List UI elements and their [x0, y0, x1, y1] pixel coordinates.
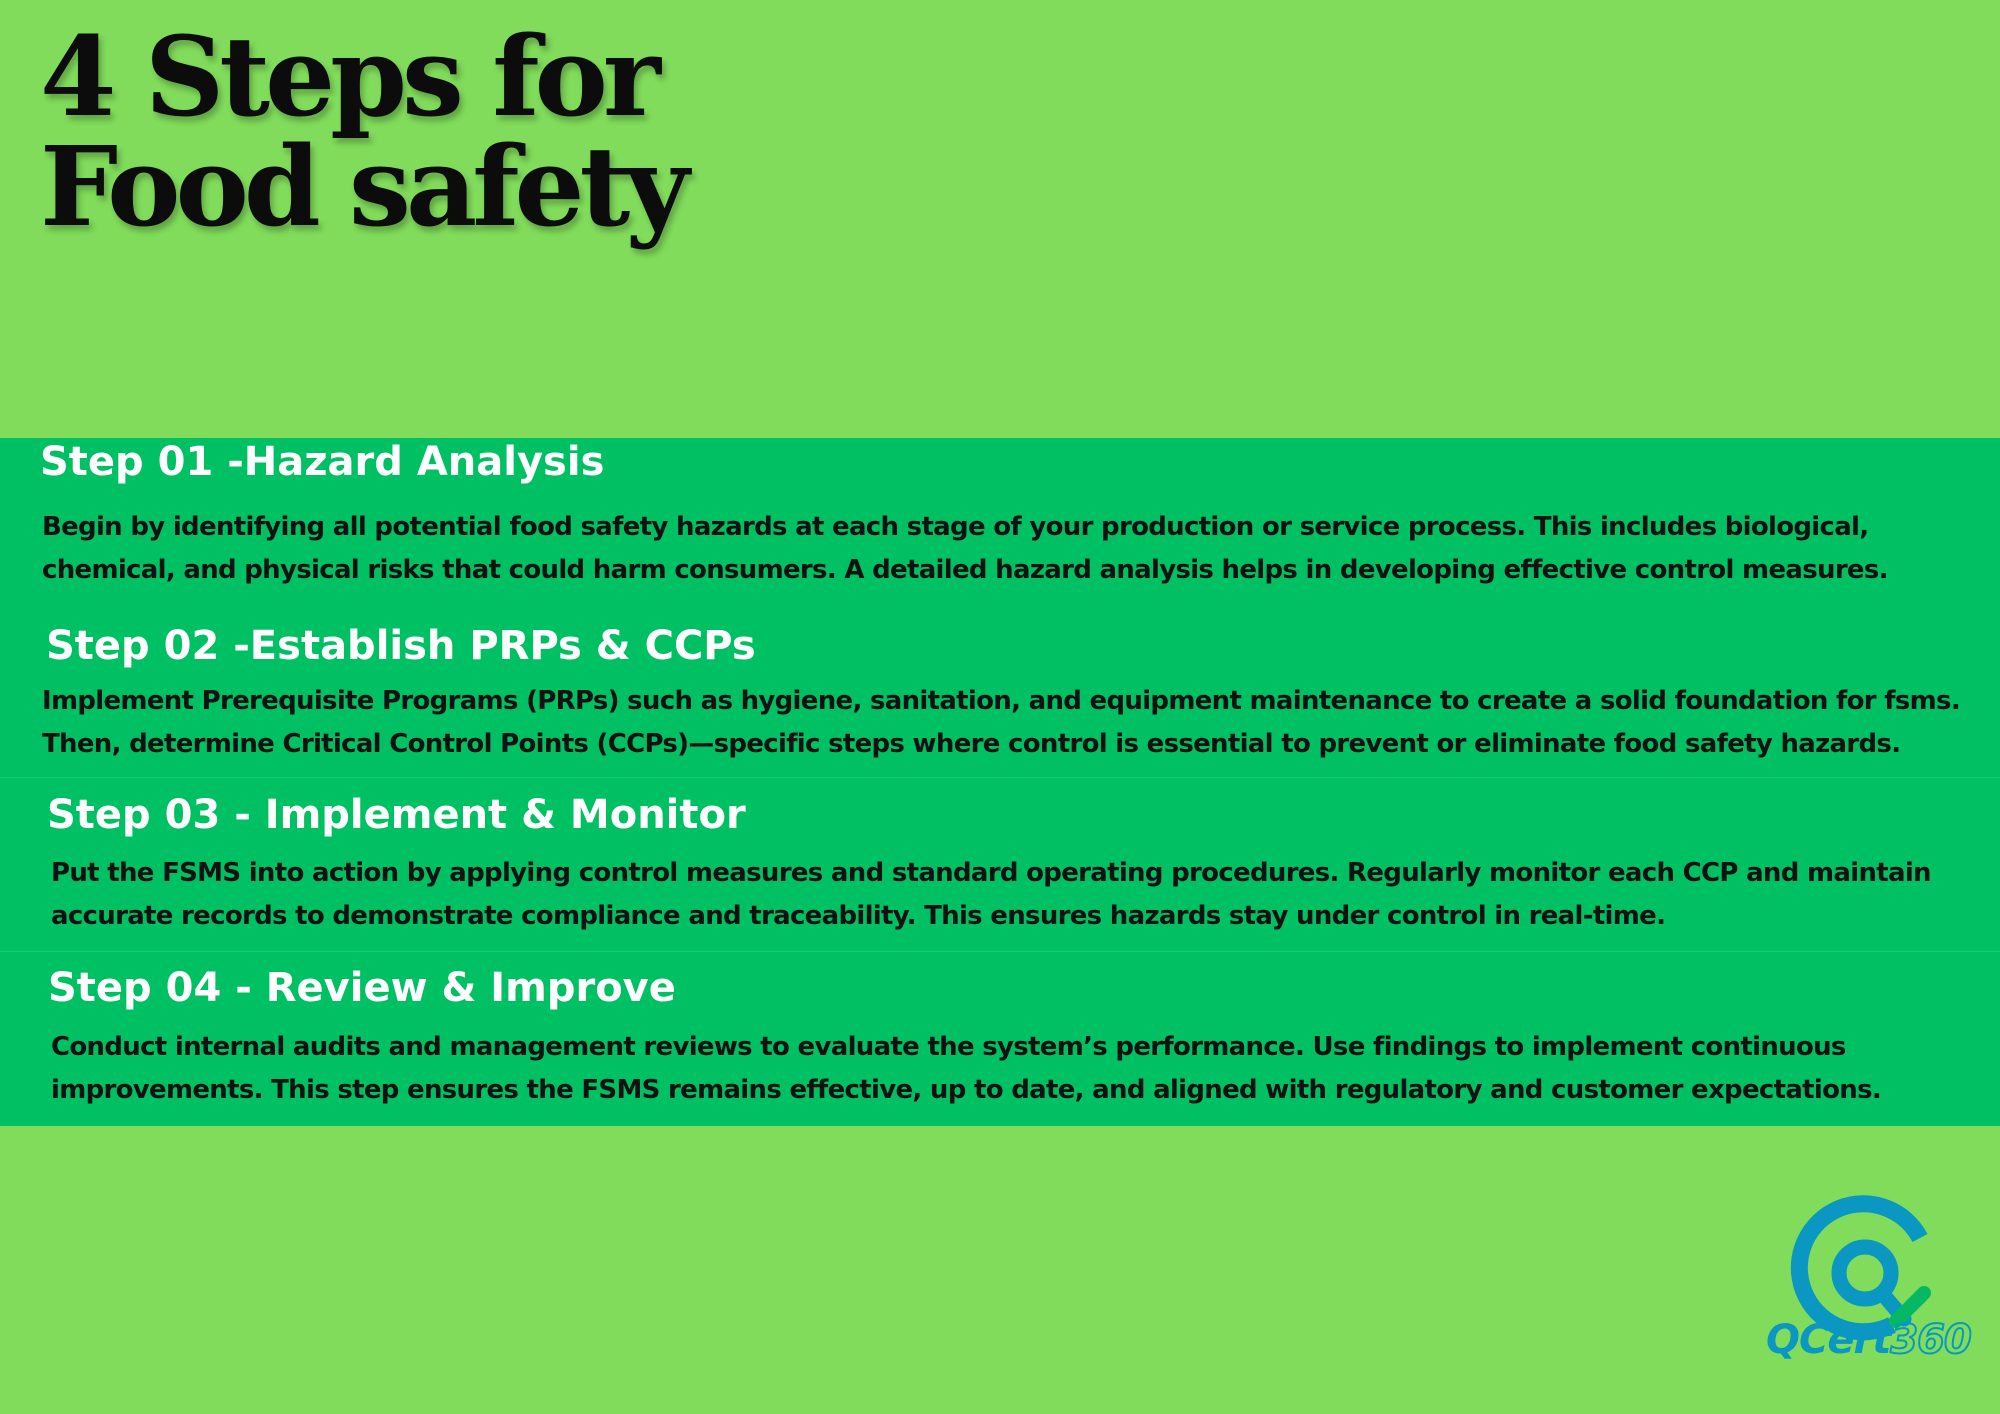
- page-title-line-2: Food safety: [40, 122, 685, 251]
- step-04-line-2: improvements. This step ensures the FSMS remains effective, up to date, and aligned with regulatory and customer expectations.: [51, 1075, 1882, 1105]
- step-03-line-1: Put the FSMS into action by applying control measures and standard operating procedures. Regularly monitor each CCP and maintain: [51, 858, 1931, 888]
- step-03: [0, 777, 2000, 951]
- steps-band: [0, 438, 2000, 1126]
- step-04-description: [51, 1026, 2000, 1112]
- step-04-title: Step 04 - Review & Improve: [48, 965, 676, 1011]
- step-02-description: [42, 680, 2000, 766]
- step-02: [0, 606, 2000, 774]
- logo-wordmark: [1766, 1316, 1971, 1364]
- step-03-description: [51, 852, 2000, 938]
- step-04: [0, 951, 2000, 1126]
- logo-word-qcert: QCert: [1766, 1317, 1891, 1363]
- step-02-line-2: Then, determine Critical Control Points (CCPs)—specific steps where control is essential to prevent or eliminate food safety hazards.: [42, 729, 1901, 759]
- page-title-line-1: 4 Steps for: [40, 12, 656, 141]
- step-02-line-1: Implement Prerequisite Programs (PRPs) such as hygiene, sanitation, and equipment maintenance to create a solid foundation for fsms.: [42, 686, 1961, 716]
- step-02-title: Step 02 -Establish PRPs & CCPs: [46, 623, 756, 669]
- step-03-line-2: accurate records to demonstrate compliance and traceability. This ensures hazards stay under control in real-time.: [51, 901, 1666, 931]
- step-04-line-1: Conduct internal audits and management reviews to evaluate the system’s performance. Use findings to implement continuous: [51, 1032, 1846, 1062]
- step-01: [0, 438, 2000, 606]
- step-03-title: Step 03 - Implement & Monitor: [47, 792, 746, 838]
- step-01-description: [42, 506, 2000, 592]
- logo-word-360: 360: [1890, 1317, 1971, 1363]
- step-01-line-1: Begin by identifying all potential food safety hazards at each stage of your production or service process. This includes biological,: [42, 512, 1869, 542]
- step-01-title: Step 01 -Hazard Analysis: [40, 439, 605, 485]
- page-title: [40, 12, 685, 251]
- step-01-line-2: chemical, and physical risks that could harm consumers. A detailed hazard analysis helps in developing effective control measures.: [42, 555, 1888, 585]
